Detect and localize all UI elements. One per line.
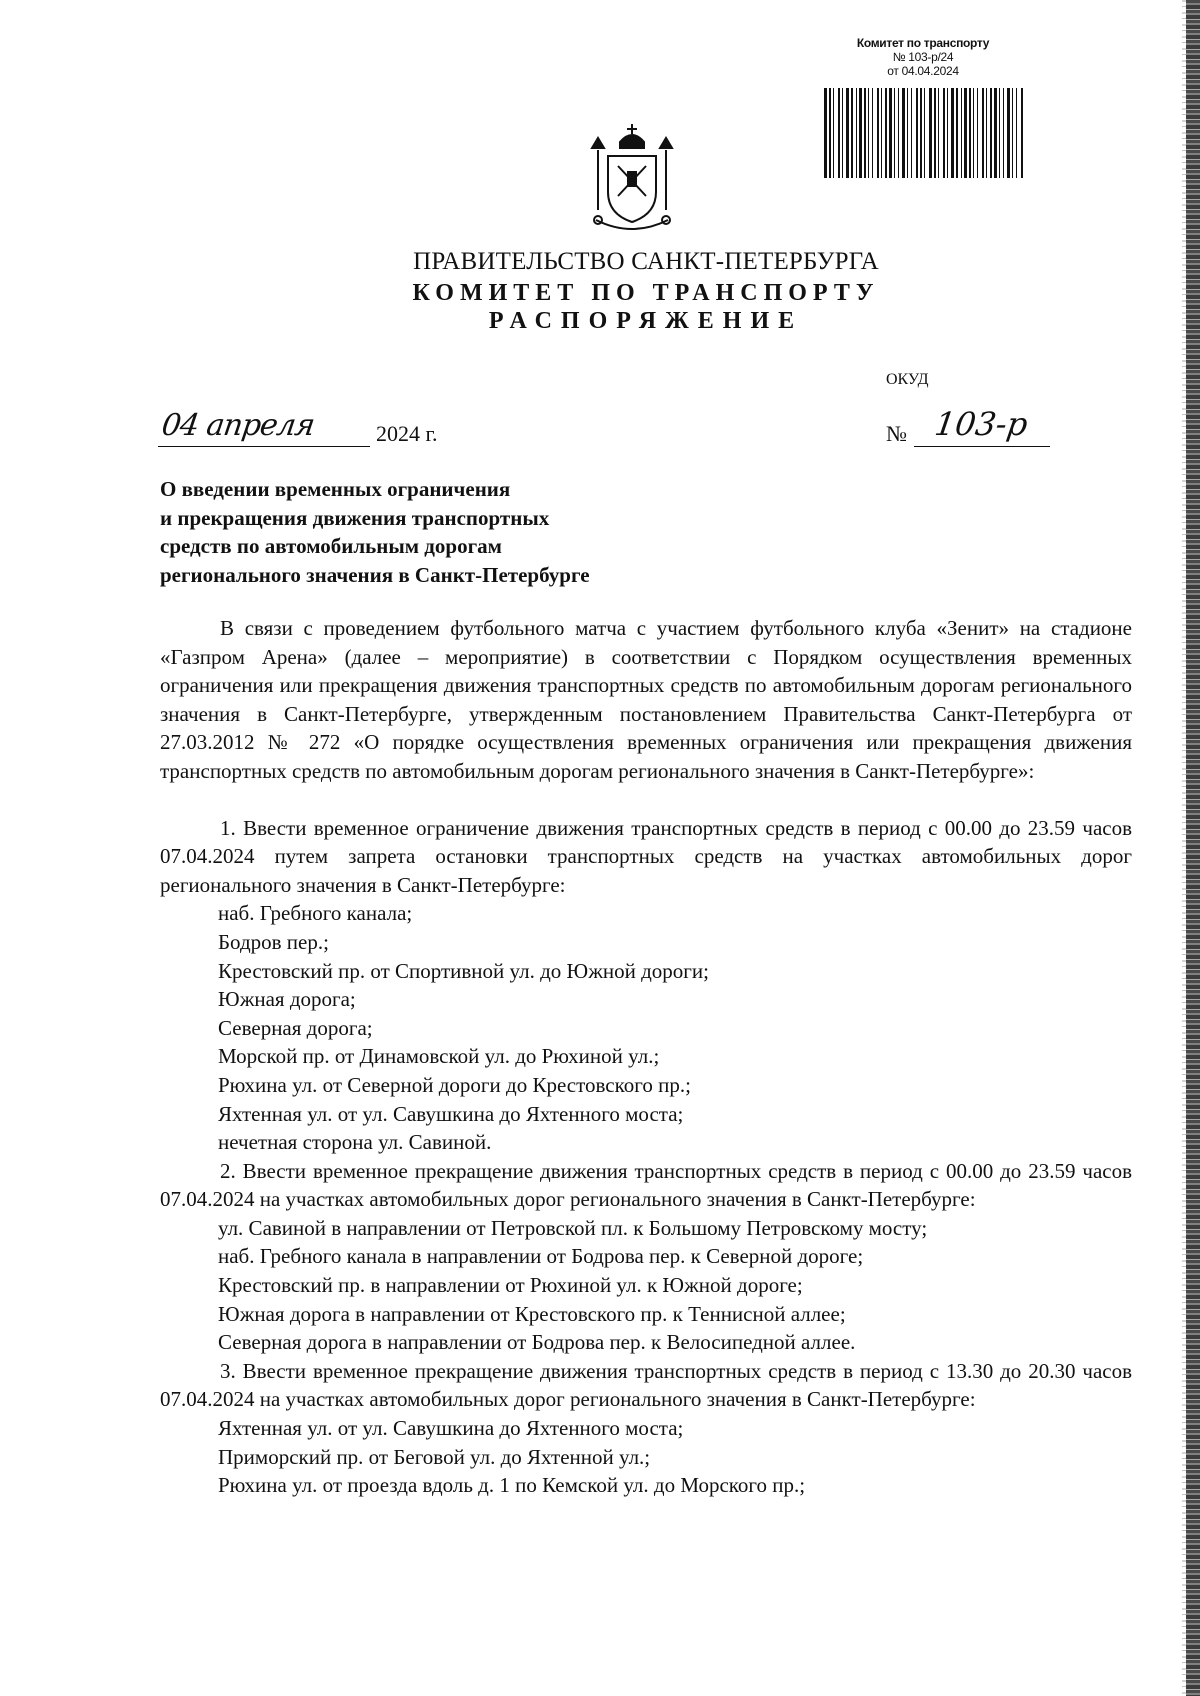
stamp-committee: Комитет по транспорту xyxy=(856,36,990,50)
stamp-number: № 103-р/24 xyxy=(892,50,954,64)
barcode xyxy=(822,88,1025,178)
document-type: РАСПОРЯЖЕНИЕ xyxy=(488,308,804,334)
item-1-text: 1. Ввести временное ограничение движения транспортных средств в период с 00.00 до 23.59 часов 07.04.2024 путем запрета остановки транспортных средств на участках автомобильных дорог регионального значения в Санкт-Петербурге: xyxy=(160,815,1132,897)
road-item: Яхтенная ул. от ул. Савушкина до Яхтенного моста; xyxy=(218,1101,684,1126)
road-item: наб. Гребного канала; xyxy=(218,901,413,926)
title-line: и прекращения движения транспортных xyxy=(160,505,550,530)
road-item: Приморский пр. от Беговой ул. до Яхтенной ул.; xyxy=(218,1444,651,1469)
document-body xyxy=(160,614,1132,1500)
okud-label: ОКУД xyxy=(886,371,929,388)
road-item: наб. Гребного канала в направлении от Бодрова пер. к Северной дороге; xyxy=(218,1244,864,1269)
road-item: Северная дорога в направлении от Бодрова пер. к Велосипедной аллее. xyxy=(218,1330,856,1355)
road-item: ул. Савиной в направлении от Петровской пл. к Большому Петровскому мосту; xyxy=(218,1215,928,1240)
road-item: Северная дорога; xyxy=(218,1015,373,1040)
title-line: О введении временных ограничения xyxy=(160,477,511,501)
document-title xyxy=(160,475,720,589)
road-item: нечетная сторона ул. Савиной. xyxy=(218,1130,492,1155)
stamp-date: от 04.04.2024 xyxy=(887,64,959,78)
road-item: Рюхина ул. от Северной дороги до Крестовского пр.; xyxy=(218,1072,691,1097)
road-item: Крестовский пр. от Спортивной ул. до Южной дороги; xyxy=(218,958,709,983)
item-2-text: 2. Ввести временное прекращение движения транспортных средств в период с 00.00 до 23.59 часов 07.04.2024 на участках автомобильных дорог регионального значения в Санкт-Петербурге: xyxy=(160,1158,1132,1212)
road-item: Южная дорога в направлении от Крестовского пр. к Теннисной аллее; xyxy=(218,1301,846,1326)
number-handwritten: 103-р xyxy=(932,405,1031,443)
registration-stamp xyxy=(818,36,1028,78)
committee-name: КОМИТЕТ ПО ТРАНСПОРТУ xyxy=(412,280,880,306)
road-item: Рюхина ул. от проезда вдоль д. 1 по Кемской ул. до Морского пр.; xyxy=(218,1473,806,1498)
road-item: Яхтенная ул. от ул. Савушкина до Яхтенного моста; xyxy=(218,1416,684,1441)
road-item: Крестовский пр. в направлении от Рюхиной ул. к Южной дороге; xyxy=(218,1273,803,1298)
road-item: Бодров пер.; xyxy=(218,929,329,954)
preamble: В связи с проведением футбольного матча с участием футбольного клуба «Зенит» на стадионе «Газпром Арена» (далее – мероприятие) в соответствии с Порядком осуществления временных ограничения или прекращения движения транспортных средств по автомобильным дорогам регионального значения в Санкт-Петербурге, утвержденным постановлением Правительства Санкт-Петербурга от 27.03.2012 № 272 «О порядке осуществления временных ограничения или прекращения движения транспортных средств по автомобильным дорогам регионального значения в Санкт-Петербурге»: xyxy=(160,616,1132,783)
road-item: Морской пр. от Динамовской ул. до Рюхиной ул.; xyxy=(218,1044,660,1069)
date-handwritten: 04 апреля xyxy=(159,408,317,443)
number-sign: № xyxy=(886,421,907,446)
coat-of-arms-icon xyxy=(584,120,680,232)
item-3-text: 3. Ввести временное прекращение движения транспортных средств в период с 13.30 до 20.30 часов 07.04.2024 на участках автомобильных дорог регионального значения в Санкт-Петербурге: xyxy=(160,1358,1132,1412)
title-line: средств по автомобильным дорогам xyxy=(160,534,502,558)
road-item: Южная дорога; xyxy=(218,987,356,1012)
date-year: 2024 г. xyxy=(376,421,438,446)
title-line: регионального значения в Санкт-Петербурге xyxy=(160,562,590,587)
government-name: ПРАВИТЕЛЬСТВО САНКТ-ПЕТЕРБУРГА xyxy=(413,248,879,275)
